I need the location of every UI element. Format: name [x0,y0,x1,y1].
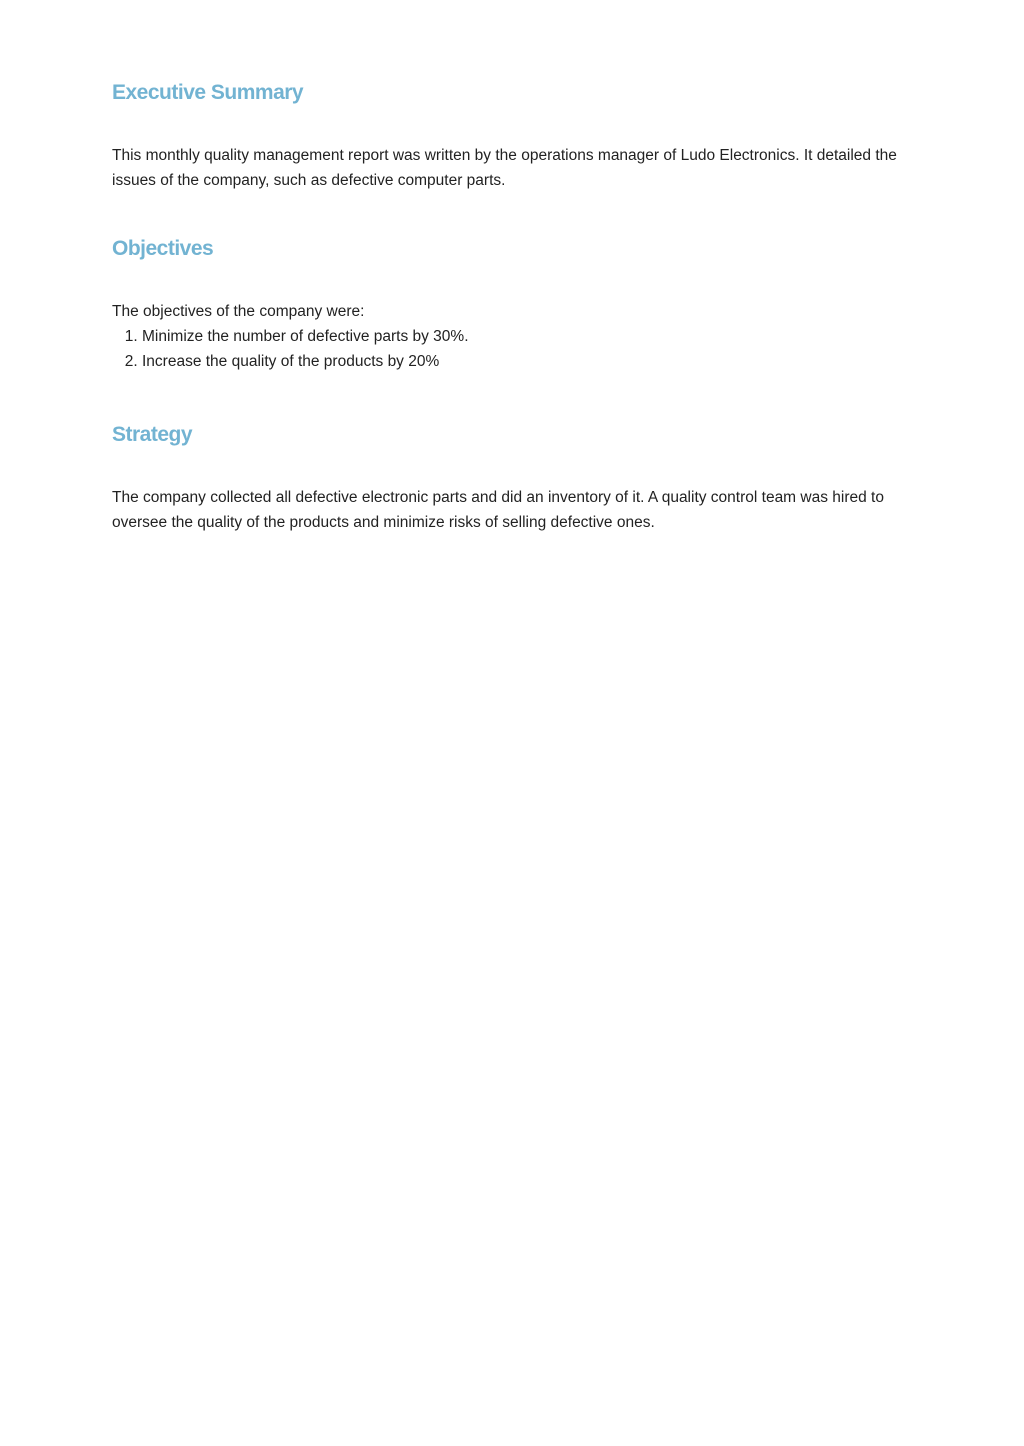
section-heading: Executive Summary [112,81,304,104]
section-heading: Strategy [112,423,193,446]
section-body: This monthly quality management report was written by the operations manager of Ludo Electronics. It detailed the issues of the company, such as defective computer parts. [112,147,897,189]
section-body: The company collected all defective electronic parts and did an inventory of it. A quality control team was hired to oversee the quality of the products and minimize risks of selling defective ones. [112,489,884,531]
list-item: 1. Minimize the number of defective parts by 30%. [142,324,912,349]
objectives-list [112,324,912,374]
section-objectives [112,234,912,374]
list-item: 2. Increase the quality of the products by 20% [142,349,912,374]
section-executive-summary [112,78,912,193]
section-heading: Objectives [112,237,214,260]
section-body: The objectives of the company were: [112,303,365,320]
section-strategy [112,420,912,535]
